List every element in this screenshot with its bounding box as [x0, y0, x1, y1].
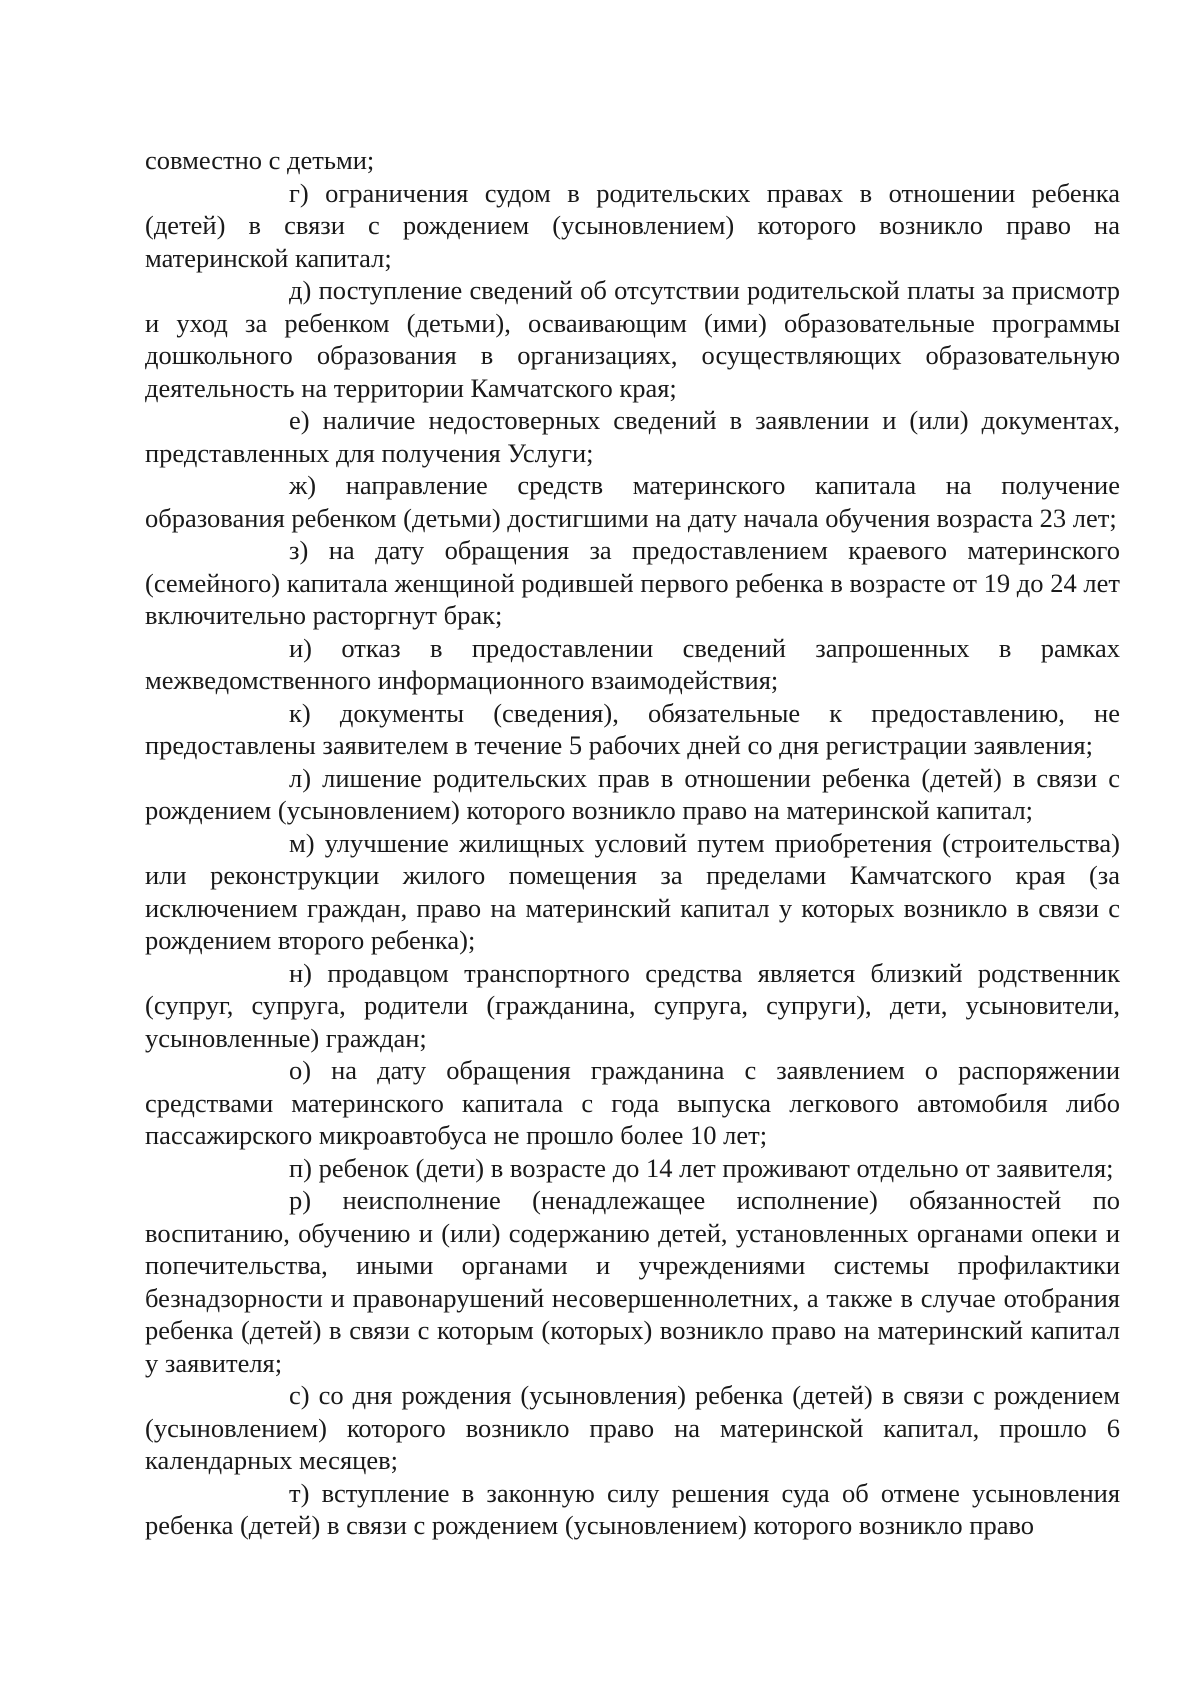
item-text: неисполнение (ненадлежащее исполнение) обязанностей по воспитанию, обучению и (или) содержанию детей, установленных органами опеки и попечительства, иными органами и учреждениями системы профилактики безнадзорности и правонарушений несовершеннолетних, а также в случае отобрания ребенка (детей) в связи с которым (которых) возникло право на материнский капитал у заявителя;	[145, 1185, 1120, 1378]
item-text: улучшение жилищных условий путем приобретения (строительства) или реконструкции жилого помещения за пределами Камчатского края (за исключением граждан, право на материнский капитал у которых возникло в связи с рождением второго ребенка);	[145, 827, 1121, 955]
item-text: вступление в законную силу решения суда об отмене усыновления ребенка (детей) в связи с рождением (усыновлением) которого возникло право	[145, 1477, 1121, 1540]
item-marker: м)	[289, 827, 315, 858]
item-marker: п)	[289, 1152, 313, 1183]
item-text: со дня рождения (усыновления) ребенка (детей) в связи с рождением (усыновлением) которого возникло право на материнской капитал, прошло 6 календарных месяцев;	[145, 1380, 1121, 1475]
item-marker: о)	[289, 1055, 312, 1085]
item-marker: з)	[289, 535, 309, 565]
document-body	[145, 144, 1120, 1542]
item-text: продавцом транспортного средства является близкий родственник (супруг, супруга, родители (гражданина, супруга, супруги), дети, усыновители, усыновленные) граждан;	[145, 957, 1120, 1053]
item-text: ограничения судом в родительских правах в отношении ребенка (детей) в связи с рождением (усыновлением) которого возникло право на материнской капитал;	[145, 177, 1121, 273]
item-marker: к)	[289, 697, 311, 728]
list-item-l	[145, 762, 1120, 827]
item-marker: г)	[289, 177, 309, 208]
list-item-m	[145, 827, 1120, 957]
item-text: лишение родительских прав в отношении ребенка (детей) в связи с рождением (усыновлением) которого возникло право на материнской капитал;	[145, 762, 1121, 825]
list-item-g	[145, 177, 1120, 275]
item-marker: с)	[289, 1380, 310, 1410]
item-text: на дату обращения гражданина с заявлением о распоряжении средствами материнского капитала с года выпуска легкового автомобиля либо пассажирского микроавтобуса не прошло более 10 лет;	[145, 1055, 1121, 1150]
list-item-p	[145, 1152, 1120, 1185]
item-marker: н)	[289, 957, 313, 988]
list-item-zh	[145, 469, 1120, 534]
list-item-n	[145, 957, 1120, 1055]
item-text: наличие недостоверных сведений в заявлении и (или) документах, представленных для получения Услуги;	[145, 405, 1120, 468]
item-text: поступление сведений об отсутствии родительской платы за присмотр и уход за ребенком (детьми), осваивающим (ими) образовательные программы дошкольного образования в организациях, осуществляющих образовательную деятельность на территории Камчатского края;	[145, 275, 1120, 403]
list-item-t	[145, 1477, 1120, 1542]
list-item-s	[145, 1379, 1120, 1477]
item-marker: ж)	[289, 470, 317, 500]
item-text: документы (сведения), обязательные к предоставлению, не предоставлены заявителем в течение 5 рабочих дней со дня регистрации заявления;	[145, 697, 1120, 760]
list-item-i	[145, 632, 1120, 697]
item-marker: и)	[289, 632, 313, 663]
list-item-o	[145, 1054, 1120, 1152]
list-item-r	[145, 1184, 1120, 1379]
item-text: направление средств материнского капитала на получение образования ребенком (детьми) достигшими на дату начала обучения возраста 23 лет;	[145, 470, 1120, 533]
item-text: отказ в предоставлении сведений запрошенных в рамках межведомственного информационного взаимодействия;	[145, 632, 1121, 695]
list-item-z	[145, 534, 1120, 632]
item-marker: е)	[289, 405, 310, 435]
lead-paragraph: совместно с детьми;	[145, 145, 375, 175]
item-marker: д)	[289, 275, 312, 305]
list-item-d	[145, 274, 1120, 404]
item-text: ребенок (дети) в возрасте до 14 лет проживают отдельно от заявителя;	[318, 1152, 1114, 1183]
list-item-e	[145, 404, 1120, 469]
list-item-k	[145, 697, 1120, 762]
item-marker: р)	[289, 1185, 312, 1215]
item-marker: л)	[289, 762, 312, 793]
item-text: на дату обращения за предоставлением краевого материнского (семейного) капитала женщиной родившей первого ребенка в возрасте от 19 до 24 лет включительно расторгнут брак;	[145, 535, 1121, 630]
item-marker: т)	[289, 1477, 310, 1508]
